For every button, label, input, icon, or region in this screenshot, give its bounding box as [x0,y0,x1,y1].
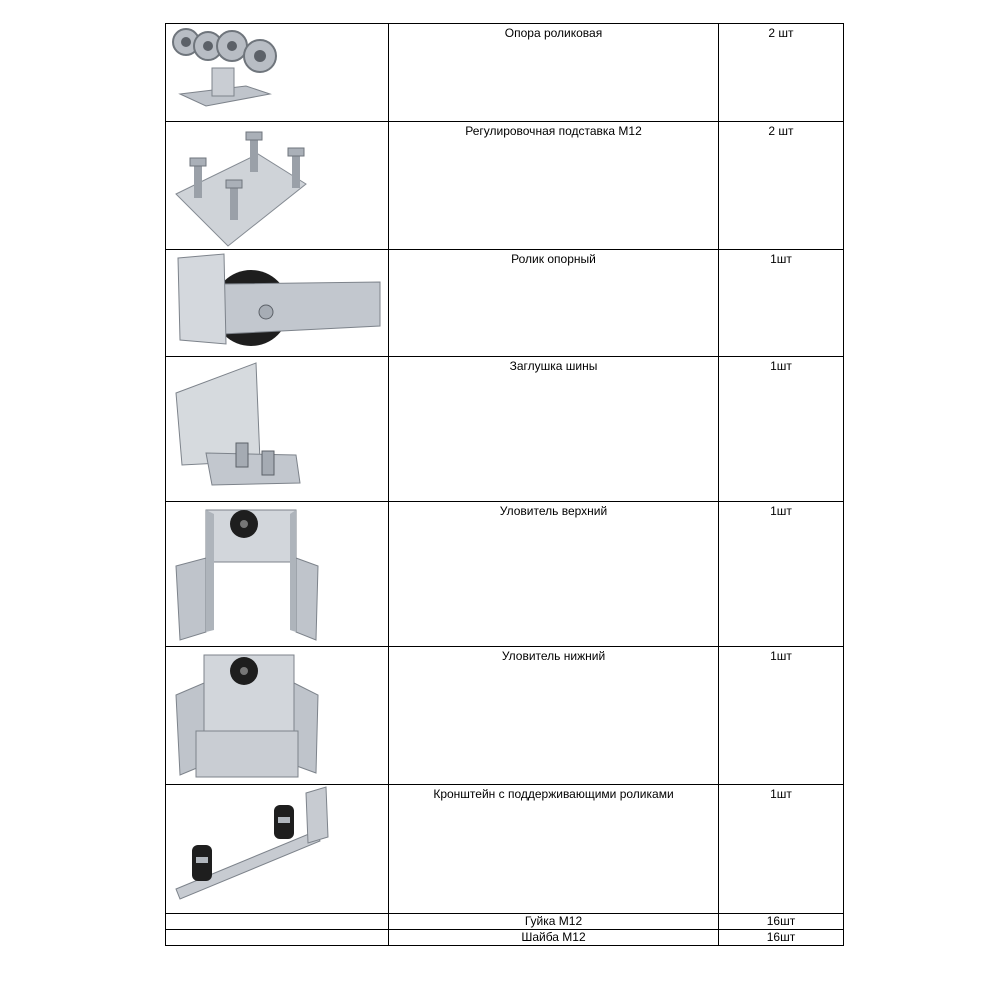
part-name: Опора роликовая [504,26,603,40]
table-row [166,647,844,785]
part-name: Шайба М12 [521,930,586,944]
roller-support-icon [166,24,388,121]
table-row [166,785,844,914]
part-qty: 2 шт [768,124,794,138]
image-cell [166,122,389,250]
table-row [166,24,844,122]
part-name: Кронштейн с поддерживающими роликами [433,787,674,801]
image-cell [166,502,389,647]
end-roller-icon [166,250,388,356]
table-row [166,250,844,357]
part-qty: 2 шт [768,26,794,40]
rail-cap-icon [166,357,388,501]
part-qty: 1шт [770,504,792,518]
image-cell [166,647,389,785]
image-cell [166,785,389,914]
table-row [166,122,844,250]
table-row [166,502,844,647]
image-cell [166,24,389,122]
bracket-rollers-icon [166,785,388,913]
parts-table [165,23,844,946]
image-cell [166,930,389,946]
part-qty: 1шт [770,787,792,801]
part-name: Ролик опорный [511,252,596,266]
image-cell [166,250,389,357]
part-name: Гуйка М12 [524,914,583,928]
table-row [166,930,844,946]
part-name: Регулировочная подставка М12 [465,124,642,138]
part-qty: 1шт [770,359,792,373]
upper-catcher-icon [166,502,388,646]
part-qty: 16шт [766,914,796,928]
part-qty: 1шт [770,649,792,663]
adjustment-plate-icon [166,122,388,249]
part-name: Заглушка шины [509,359,598,373]
image-cell [166,357,389,502]
part-qty: 1шт [770,252,792,266]
lower-catcher-icon [166,647,388,784]
part-name: Уловитель верхний [499,504,608,518]
table-row [166,357,844,502]
part-qty: 16шт [766,930,796,944]
part-name: Уловитель нижний [501,649,606,663]
table-row [166,914,844,930]
image-cell [166,914,389,930]
